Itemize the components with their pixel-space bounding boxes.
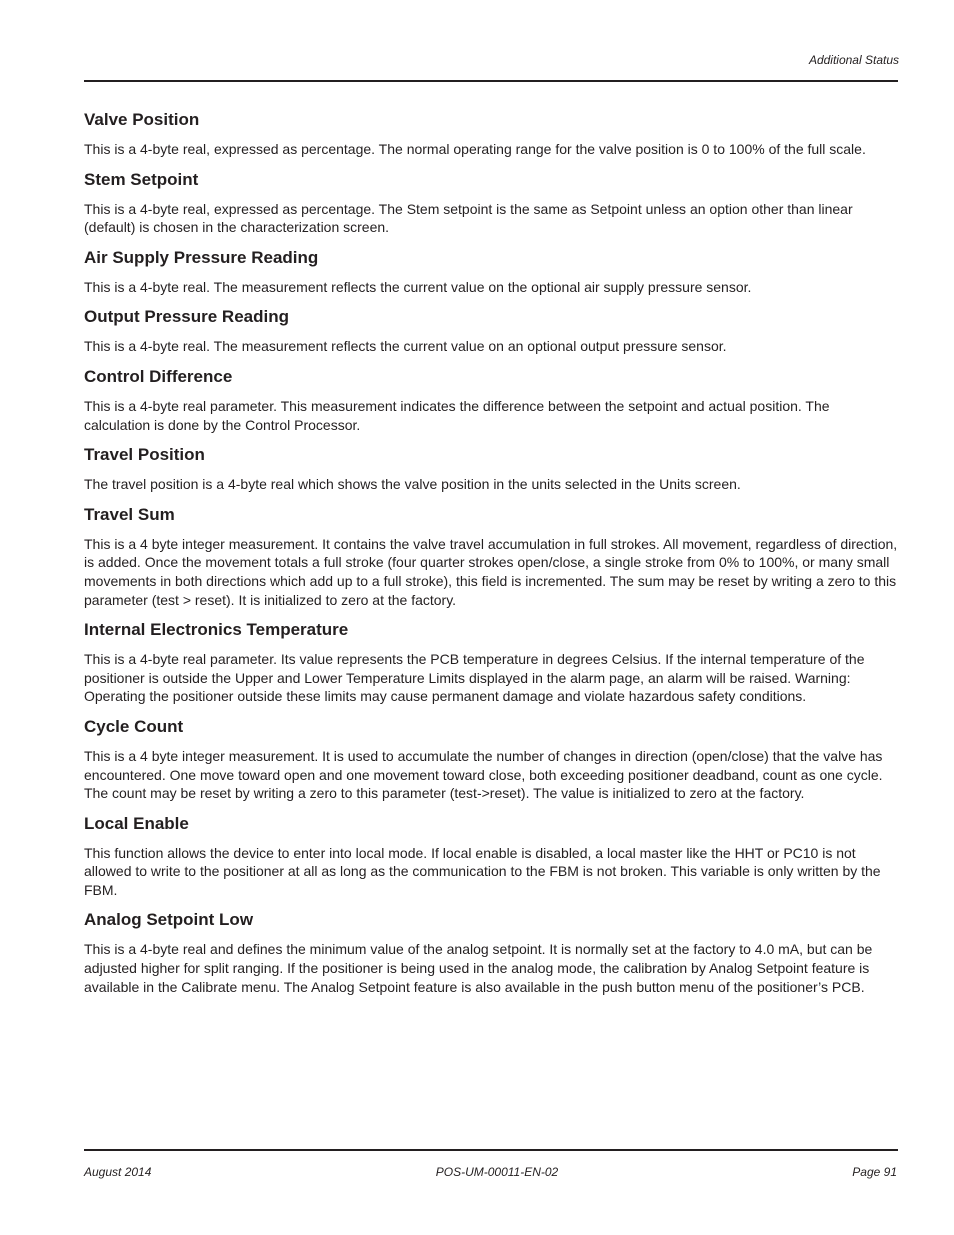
section-heading: Valve Position (84, 110, 200, 129)
section-travel-sum (84, 504, 898, 609)
section-heading: Travel Position (84, 445, 205, 465)
section-body: This is a 4-byte real. The measurement reflects the current value on the optional air supply pressure sensor. (84, 278, 752, 295)
section-output-pressure (84, 306, 898, 356)
footer-page-number: Page 91 (852, 1165, 897, 1179)
section-heading: Control Difference (84, 366, 233, 386)
section-air-supply-pressure (84, 247, 898, 297)
footer-date: August 2014 (84, 1165, 152, 1179)
section-control-difference (84, 366, 898, 434)
section-body: This is a 4-byte real and defines the minimum value of the analog setpoint. It is normally set at the factory to 4.0 mA, but can be adjusted higher for split ranging. If the positioner is being used in the analog mode, the calibration by Analog Setpoint feature is available in the Calibrate menu. The Analog Setpoint feature is also available in the push button menu of the positioner’s PCB. (84, 941, 873, 995)
section-body: This is a 4-byte real, expressed as percentage. The normal operating range for the valve position is 0 to 100% of the full scale. (84, 141, 866, 157)
footer-rule (84, 1149, 898, 1151)
running-header: Additional Status (808, 53, 899, 67)
section-analog-setpoint-low (84, 909, 898, 996)
section-heading: Air Supply Pressure Reading (84, 247, 319, 267)
section-body: This is a 4-byte real. The measurement reflects the current value on an optional output pressure sensor. (84, 338, 727, 355)
section-heading: Local Enable (84, 813, 189, 833)
section-body: This is a 4-byte real parameter. This measurement indicates the difference between the setpoint and actual position. The calculation is done by the Control Processor. (84, 397, 830, 433)
section-body: The travel position is a 4-byte real which shows the valve position in the units selected in the Units screen. (84, 476, 741, 493)
section-valve-position (84, 109, 898, 159)
header-rule (84, 80, 898, 82)
section-stem-setpoint (84, 169, 898, 237)
section-cycle-count (84, 716, 898, 803)
section-body: This is a 4 byte integer measurement. It is used to accumulate the number of changes in direction (open/close) that the valve has encountered. One move toward open and one movement toward close, both exceeding positioner deadband, count as one cycle. The count may be reset by writing a zero to this parameter (test->reset). The value is initialized to zero at the factory. (84, 747, 883, 802)
section-body: This is a 4-byte real parameter. Its value represents the PCB temperature in degrees Celsius. If the internal temperature of the positioner is outside the Upper and Lower Temperature Limits displayed in the alarm page, an alarm will be raised. Warning: Operating the positioner outside these limits may cause permanent damage and violate hazardous safety conditions. (84, 651, 865, 705)
section-heading: Cycle Count (84, 716, 184, 736)
section-heading: Output Pressure Reading (84, 307, 289, 327)
section-internal-temperature (84, 619, 898, 706)
section-travel-position (84, 444, 898, 494)
section-heading: Travel Sum (84, 504, 175, 524)
page-content (84, 109, 898, 1006)
section-body: This is a 4 byte integer measurement. It contains the valve travel accumulation in full strokes. All movement, regardless of direction, is added. Once the movement totals a full stroke (four quarter strokes open/close, a single stroke from 0% to 100%, or many small movements in both directions which add up to a full stroke), this field is incremented. The sum may be reset by writing a zero to this parameter (test > reset). It is initialized to zero at the factory. (84, 535, 898, 608)
section-body: This is a 4-byte real, expressed as percentage. The Stem setpoint is the same as Setpoint unless an option other than linear (default) is chosen in the characterization screen. (84, 200, 853, 236)
footer-doc-number: POS-UM-00011-EN-02 (435, 1165, 559, 1179)
section-local-enable (84, 813, 898, 900)
section-heading: Analog Setpoint Low (84, 910, 254, 930)
section-body: This function allows the device to enter into local mode. If local enable is disabled, a local master like the HHT or PC10 is not allowed to write to the positioner at all as long as the communication to the FBM is not broken. This variable is only written by the FBM. (84, 844, 881, 898)
section-heading: Stem Setpoint (84, 169, 199, 189)
section-heading: Internal Electronics Temperature (84, 620, 349, 640)
